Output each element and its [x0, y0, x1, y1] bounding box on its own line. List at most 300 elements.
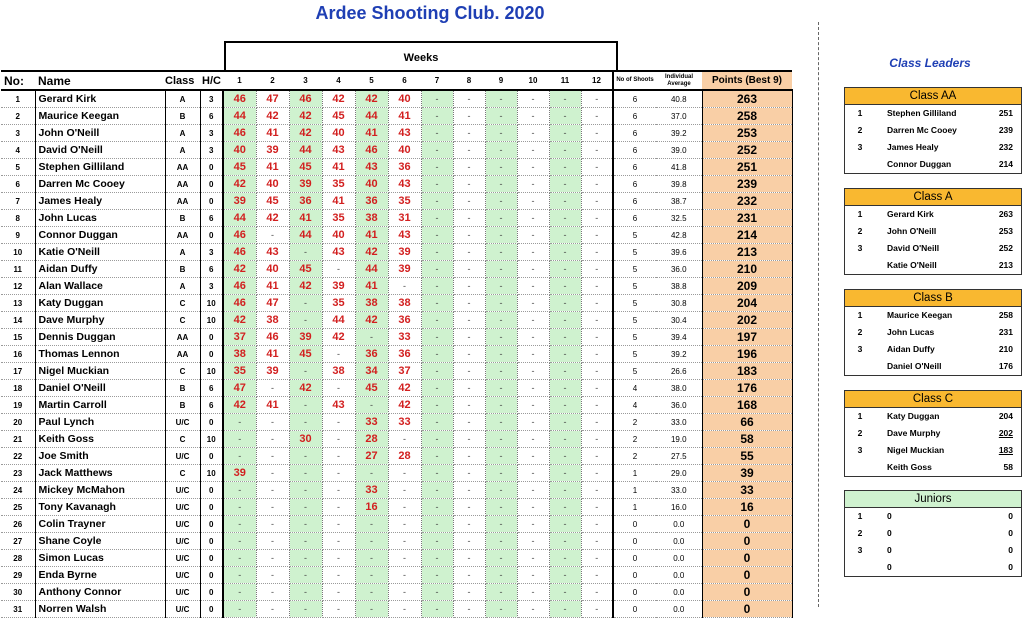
- shooter-class: C: [165, 312, 200, 329]
- leader-rank: 3: [857, 142, 863, 152]
- week-score: -: [549, 346, 581, 363]
- individual-average: 39.8: [656, 176, 702, 193]
- shoots-count: 6: [613, 142, 656, 159]
- table-row: [1, 465, 792, 482]
- shooter-handicap: 6: [200, 261, 223, 278]
- week-score: -: [485, 363, 517, 380]
- row-number: 10: [1, 244, 35, 261]
- week-score: -: [453, 601, 485, 618]
- leader-row: [845, 425, 1021, 442]
- week-score: -: [485, 193, 517, 210]
- week-score: -: [549, 210, 581, 227]
- page-title: Ardee Shooting Club. 2020: [315, 3, 545, 23]
- individual-average: 19.0: [656, 431, 702, 448]
- table-row: [1, 482, 792, 499]
- week-score: -: [421, 227, 453, 244]
- row-number: 24: [1, 482, 35, 499]
- week-score: -: [549, 329, 581, 346]
- week-score: -: [453, 516, 485, 533]
- shoots-count: 6: [613, 193, 656, 210]
- individual-average: 30.8: [656, 295, 702, 312]
- week-score: -: [421, 448, 453, 465]
- week-score: 38: [322, 363, 355, 380]
- week-score: -: [322, 584, 355, 601]
- week-score: -: [581, 414, 613, 431]
- week-score: -: [549, 363, 581, 380]
- table-row: [1, 278, 792, 295]
- shooter-class: C: [165, 295, 200, 312]
- shoots-count: 5: [613, 295, 656, 312]
- week-score: -: [421, 414, 453, 431]
- week-score: -: [485, 397, 517, 414]
- weeks-header-label: Weeks: [224, 41, 618, 72]
- shoots-count: 1: [613, 482, 656, 499]
- week-score: -: [289, 414, 322, 431]
- week-score: -: [421, 125, 453, 142]
- week-score: 39: [322, 278, 355, 295]
- shooter-class: AA: [165, 193, 200, 210]
- week-score: -: [322, 499, 355, 516]
- shoots-count: 0: [613, 516, 656, 533]
- week-score: 39: [388, 261, 421, 278]
- shooter-class: U/C: [165, 601, 200, 618]
- leader-points: 252: [998, 243, 1013, 253]
- week-score: 44: [355, 108, 388, 125]
- individual-average: 39.6: [656, 244, 702, 261]
- shooter-handicap: 0: [200, 346, 223, 363]
- week-score: 45: [322, 108, 355, 125]
- points-total: 0: [702, 567, 792, 584]
- week-score: -: [517, 431, 549, 448]
- week-score: 44: [289, 142, 322, 159]
- shoots-count: 6: [613, 159, 656, 176]
- leader-name: 0: [887, 511, 892, 521]
- row-number: 20: [1, 414, 35, 431]
- shoots-count: 1: [613, 465, 656, 482]
- week-score: -: [289, 584, 322, 601]
- leader-name: David O'Neill: [887, 243, 940, 253]
- table-row: [1, 601, 792, 618]
- week-score: -: [388, 533, 421, 550]
- week-score: -: [485, 176, 517, 193]
- week-score: 39: [256, 363, 289, 380]
- shoots-count: 5: [613, 346, 656, 363]
- week-score: 34: [355, 363, 388, 380]
- week-score: 39: [289, 329, 322, 346]
- week-score: 35: [322, 210, 355, 227]
- shooter-name: Aidan Duffy: [35, 261, 165, 278]
- week-score: -: [485, 516, 517, 533]
- week-score: -: [485, 278, 517, 295]
- week-score: -: [517, 601, 549, 618]
- table-row: [1, 142, 792, 159]
- points-total: 168: [702, 397, 792, 414]
- points-total: 202: [702, 312, 792, 329]
- header-week-10: 10: [517, 71, 549, 90]
- week-score: -: [289, 295, 322, 312]
- leader-row: [845, 139, 1021, 156]
- week-score: -: [322, 380, 355, 397]
- leader-row: [845, 324, 1021, 341]
- leader-rank: 2: [857, 327, 863, 337]
- week-score: -: [485, 312, 517, 329]
- week-score: -: [581, 295, 613, 312]
- week-score: -: [289, 397, 322, 414]
- week-score: -: [581, 159, 613, 176]
- shoots-count: 5: [613, 329, 656, 346]
- shoots-count: 5: [613, 312, 656, 329]
- week-score: 41: [322, 193, 355, 210]
- week-score: -: [453, 499, 485, 516]
- leader-name: Dave Murphy: [887, 428, 941, 438]
- leader-rank: 1: [857, 108, 863, 118]
- week-score: 46: [289, 90, 322, 108]
- leader-name: 0: [887, 545, 892, 555]
- leader-name: Katie O'Neill: [887, 260, 937, 270]
- leader-name: John O'Neill: [887, 226, 937, 236]
- shooter-class: U/C: [165, 482, 200, 499]
- week-score: -: [453, 244, 485, 261]
- shoots-count: 2: [613, 431, 656, 448]
- week-score: -: [581, 125, 613, 142]
- week-score: 47: [256, 295, 289, 312]
- week-score: -: [517, 397, 549, 414]
- week-score: -: [453, 329, 485, 346]
- week-score: -: [485, 159, 517, 176]
- week-score: 42: [289, 278, 322, 295]
- individual-average: 26.6: [656, 363, 702, 380]
- week-score: -: [223, 482, 256, 499]
- points-total: 204: [702, 295, 792, 312]
- points-total: 258: [702, 108, 792, 125]
- week-score: -: [223, 567, 256, 584]
- header-no: No:: [1, 71, 35, 90]
- week-score: -: [517, 448, 549, 465]
- shooter-handicap: 0: [200, 601, 223, 618]
- week-score: 36: [388, 159, 421, 176]
- shooter-class: AA: [165, 346, 200, 363]
- leader-points: 251: [998, 108, 1013, 118]
- week-score: 43: [322, 397, 355, 414]
- individual-average: 38.8: [656, 278, 702, 295]
- individual-average: 39.0: [656, 142, 702, 159]
- shooter-handicap: 10: [200, 465, 223, 482]
- row-number: 9: [1, 227, 35, 244]
- week-score: -: [581, 142, 613, 159]
- points-total: 214: [702, 227, 792, 244]
- leader-name: 0: [887, 562, 892, 572]
- week-score: -: [289, 550, 322, 567]
- week-score: -: [256, 448, 289, 465]
- header-class: Class: [165, 71, 200, 90]
- week-score: 42: [256, 210, 289, 227]
- table-row: [1, 159, 792, 176]
- week-score: -: [581, 346, 613, 363]
- week-score: -: [485, 227, 517, 244]
- individual-average: 27.5: [656, 448, 702, 465]
- week-score: -: [517, 295, 549, 312]
- week-score: -: [421, 278, 453, 295]
- shooter-handicap: 0: [200, 448, 223, 465]
- week-score: 36: [355, 346, 388, 363]
- week-score: -: [388, 465, 421, 482]
- week-score: -: [485, 125, 517, 142]
- week-score: -: [322, 346, 355, 363]
- week-score: 43: [355, 159, 388, 176]
- week-score: -: [549, 397, 581, 414]
- week-score: -: [485, 346, 517, 363]
- week-score: 44: [289, 227, 322, 244]
- week-score: -: [453, 414, 485, 431]
- week-score: -: [453, 312, 485, 329]
- shooter-handicap: 0: [200, 567, 223, 584]
- row-number: 27: [1, 533, 35, 550]
- week-score: -: [485, 90, 517, 108]
- row-number: 22: [1, 448, 35, 465]
- leader-row: [845, 122, 1021, 139]
- header-name: Name: [35, 71, 165, 90]
- shoots-count: 5: [613, 363, 656, 380]
- row-number: 29: [1, 567, 35, 584]
- week-score: -: [581, 90, 613, 108]
- row-number: 26: [1, 516, 35, 533]
- shooter-handicap: 10: [200, 431, 223, 448]
- week-score: -: [355, 550, 388, 567]
- table-row: [1, 108, 792, 125]
- results-table: [1, 70, 793, 618]
- week-score: 41: [256, 346, 289, 363]
- week-score: -: [485, 261, 517, 278]
- individual-average: 0.0: [656, 567, 702, 584]
- week-score: -: [581, 210, 613, 227]
- week-score: 42: [322, 329, 355, 346]
- week-score: 36: [388, 346, 421, 363]
- row-number: 7: [1, 193, 35, 210]
- week-score: -: [517, 176, 549, 193]
- week-score: 40: [256, 261, 289, 278]
- week-score: 30: [289, 431, 322, 448]
- week-score: -: [517, 125, 549, 142]
- points-total: 232: [702, 193, 792, 210]
- points-total: 231: [702, 210, 792, 227]
- week-score: -: [388, 567, 421, 584]
- week-score: -: [549, 465, 581, 482]
- leader-name: Maurice Keegan: [887, 310, 953, 320]
- week-score: -: [289, 499, 322, 516]
- shoots-count: 4: [613, 397, 656, 414]
- week-score: -: [581, 567, 613, 584]
- week-score: -: [453, 193, 485, 210]
- week-score: -: [453, 380, 485, 397]
- class-panel: [844, 188, 1022, 275]
- week-score: -: [289, 601, 322, 618]
- week-score: -: [517, 499, 549, 516]
- leader-points: 0: [1008, 545, 1013, 555]
- shooter-name: Enda Byrne: [35, 567, 165, 584]
- table-row: [1, 193, 792, 210]
- shooter-handicap: 10: [200, 363, 223, 380]
- week-score: -: [517, 516, 549, 533]
- week-score: 38: [256, 312, 289, 329]
- week-score: 42: [388, 380, 421, 397]
- class-panel-title: Class A: [845, 189, 1021, 206]
- row-number: 18: [1, 380, 35, 397]
- week-score: -: [223, 499, 256, 516]
- leader-name: Nigel Muckian: [887, 445, 945, 455]
- week-score: 41: [355, 227, 388, 244]
- leader-name: Gerard Kirk: [887, 209, 934, 219]
- header-week-4: 4: [322, 71, 355, 90]
- week-score: 40: [322, 125, 355, 142]
- shoots-count: 6: [613, 108, 656, 125]
- shooter-name: Connor Duggan: [35, 227, 165, 244]
- week-score: -: [388, 278, 421, 295]
- week-score: -: [421, 312, 453, 329]
- week-score: -: [223, 550, 256, 567]
- leader-rank: 1: [857, 511, 863, 521]
- individual-average: 39.2: [656, 346, 702, 363]
- leader-rank: 2: [857, 428, 863, 438]
- week-score: 38: [223, 346, 256, 363]
- week-score: 40: [223, 142, 256, 159]
- week-score: -: [549, 550, 581, 567]
- points-total: 0: [702, 516, 792, 533]
- shooter-class: AA: [165, 159, 200, 176]
- shooter-name: Gerard Kirk: [35, 90, 165, 108]
- week-score: -: [388, 584, 421, 601]
- week-score: -: [581, 465, 613, 482]
- week-score: -: [453, 482, 485, 499]
- shoots-count: 0: [613, 567, 656, 584]
- leader-row: [845, 508, 1021, 525]
- header-week-8: 8: [453, 71, 485, 90]
- week-score: -: [256, 414, 289, 431]
- week-score: -: [388, 550, 421, 567]
- individual-average: 39.4: [656, 329, 702, 346]
- individual-average: 42.8: [656, 227, 702, 244]
- week-score: -: [256, 601, 289, 618]
- individual-average: 33.0: [656, 482, 702, 499]
- week-score: 41: [289, 210, 322, 227]
- shooter-class: U/C: [165, 533, 200, 550]
- week-score: -: [581, 380, 613, 397]
- week-score: 39: [256, 142, 289, 159]
- shooter-class: C: [165, 431, 200, 448]
- week-score: -: [517, 193, 549, 210]
- week-score: -: [485, 448, 517, 465]
- leader-points: 183: [998, 445, 1013, 455]
- week-score: -: [581, 550, 613, 567]
- shoots-count: 0: [613, 550, 656, 567]
- table-row: [1, 363, 792, 380]
- leader-points: 232: [998, 142, 1013, 152]
- week-score: 42: [223, 261, 256, 278]
- week-score: -: [322, 431, 355, 448]
- leader-rank: 3: [857, 545, 863, 555]
- week-score: -: [421, 567, 453, 584]
- shooter-name: Dennis Duggan: [35, 329, 165, 346]
- shooter-name: David O'Neill: [35, 142, 165, 159]
- leader-row: [845, 206, 1021, 223]
- shooter-class: U/C: [165, 584, 200, 601]
- week-score: -: [517, 414, 549, 431]
- week-score: -: [289, 244, 322, 261]
- week-score: -: [453, 363, 485, 380]
- week-score: -: [581, 193, 613, 210]
- leader-name: Daniel O'Neill: [887, 361, 942, 371]
- shooter-class: C: [165, 465, 200, 482]
- week-score: -: [485, 380, 517, 397]
- shooter-handicap: 3: [200, 278, 223, 295]
- table-row: [1, 261, 792, 278]
- leader-row: [845, 223, 1021, 240]
- week-score: 40: [388, 142, 421, 159]
- leader-name: 0: [887, 528, 892, 538]
- points-total: 210: [702, 261, 792, 278]
- week-score: -: [517, 142, 549, 159]
- row-number: 5: [1, 159, 35, 176]
- row-number: 19: [1, 397, 35, 414]
- class-panel: [844, 490, 1022, 577]
- leader-rank: 1: [857, 310, 863, 320]
- week-score: -: [453, 533, 485, 550]
- shooter-handicap: 0: [200, 159, 223, 176]
- week-score: -: [421, 244, 453, 261]
- week-score: -: [453, 278, 485, 295]
- class-panel-title: Juniors: [845, 491, 1021, 508]
- row-number: 12: [1, 278, 35, 295]
- points-total: 239: [702, 176, 792, 193]
- individual-average: 0.0: [656, 516, 702, 533]
- week-score: 46: [355, 142, 388, 159]
- shooter-class: B: [165, 210, 200, 227]
- leader-rank: 2: [857, 226, 863, 236]
- week-score: 35: [322, 295, 355, 312]
- week-score: -: [421, 90, 453, 108]
- leader-rank: 2: [857, 125, 863, 135]
- shoots-count: 5: [613, 227, 656, 244]
- leader-points: 202: [998, 428, 1013, 438]
- week-score: -: [485, 244, 517, 261]
- week-score: -: [355, 329, 388, 346]
- week-score: -: [256, 499, 289, 516]
- week-score: -: [485, 414, 517, 431]
- shoots-count: 2: [613, 448, 656, 465]
- week-score: -: [289, 567, 322, 584]
- week-score: -: [223, 601, 256, 618]
- shooter-class: U/C: [165, 414, 200, 431]
- leader-name: James Healy: [887, 142, 939, 152]
- shooter-name: Shane Coyle: [35, 533, 165, 550]
- shooter-name: John O'Neill: [35, 125, 165, 142]
- week-score: -: [421, 176, 453, 193]
- week-score: 35: [388, 193, 421, 210]
- week-score: -: [549, 312, 581, 329]
- shooter-class: U/C: [165, 567, 200, 584]
- row-number: 31: [1, 601, 35, 618]
- shooter-class: A: [165, 244, 200, 261]
- week-score: -: [517, 90, 549, 108]
- week-score: 38: [355, 210, 388, 227]
- week-score: -: [517, 159, 549, 176]
- week-score: -: [355, 567, 388, 584]
- leader-points: 263: [998, 209, 1013, 219]
- leader-rank: 3: [857, 243, 863, 253]
- week-score: -: [549, 108, 581, 125]
- week-score: 16: [355, 499, 388, 516]
- week-score: 46: [256, 329, 289, 346]
- week-score: -: [322, 601, 355, 618]
